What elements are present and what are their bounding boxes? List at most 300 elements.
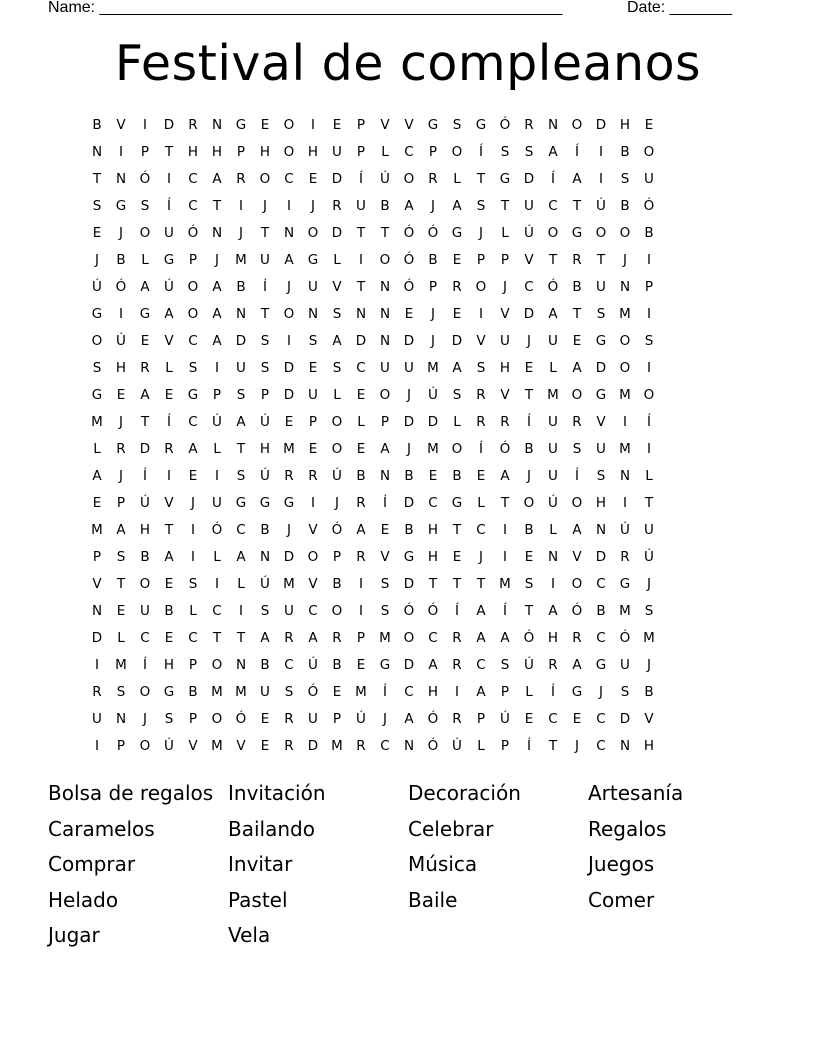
grid-letter: S (524, 143, 534, 160)
grid-letter: M (427, 359, 439, 376)
grid-letter: S (452, 116, 462, 133)
grid-letter: C (476, 521, 486, 538)
grid-letter: R (524, 116, 534, 133)
grid-row (85, 381, 733, 408)
grid-letter: M (235, 683, 247, 700)
grid-letter: L (237, 575, 245, 592)
grid-letter: Ó (403, 251, 415, 268)
grid-letter: O (139, 737, 151, 754)
grid-letter: Ú (524, 656, 534, 673)
grid-letter: Ó (571, 602, 583, 619)
grid-letter: O (379, 386, 391, 403)
grid-letter: Ó (427, 224, 439, 241)
grid-letter: V (500, 386, 510, 403)
grid-letter: U (212, 494, 222, 511)
grid-letter: B (236, 278, 246, 295)
grid-letter: H (139, 521, 151, 538)
grid-letter: G (571, 683, 583, 700)
grid-letter: U (548, 413, 558, 430)
word-list-item: Invitación (228, 781, 326, 805)
grid-letter: M (355, 683, 367, 700)
grid-letter: O (523, 494, 535, 511)
grid-letter: A (452, 197, 462, 214)
grid-letter: I (191, 521, 195, 538)
page-title: Festival de compleanos (114, 35, 702, 92)
grid-letter: L (525, 683, 533, 700)
grid-letter: J (383, 710, 387, 727)
grid-letter: S (500, 656, 510, 673)
date-field-label: Date: _______ (627, 0, 732, 16)
grid-letter: I (239, 602, 243, 619)
grid-letter: Ó (427, 710, 439, 727)
grid-letter: R (452, 278, 462, 295)
grid-letter: N (619, 278, 631, 295)
grid-letter: U (308, 386, 318, 403)
grid-letter: E (308, 440, 318, 457)
grid-letter: E (188, 467, 198, 484)
grid-letter: S (644, 332, 654, 349)
grid-letter: G (139, 305, 151, 322)
grid-letter: L (213, 548, 221, 565)
grid-row (85, 651, 733, 678)
grid-letter: U (308, 710, 318, 727)
grid-letter: I (215, 359, 219, 376)
grid-letter: R (164, 440, 174, 457)
grid-letter: P (140, 143, 150, 160)
grid-letter: A (212, 305, 222, 322)
grid-letter: R (452, 656, 462, 673)
grid-letter: D (139, 440, 151, 457)
grid-letter: Ú (644, 548, 654, 565)
grid-letter: A (572, 521, 582, 538)
grid-letter: Ó (211, 521, 223, 538)
grid-letter: D (307, 737, 319, 754)
word-list-item: Música (408, 852, 478, 877)
grid-letter: Ó (619, 629, 631, 646)
grid-letter: D (91, 629, 103, 646)
name-field-label: Name: ____________________________________________________ (48, 0, 563, 16)
grid-letter: I (167, 467, 171, 484)
grid-letter: E (92, 494, 102, 511)
grid-letter: C (212, 602, 222, 619)
grid-letter: T (236, 440, 246, 457)
grid-letter: J (407, 440, 411, 457)
grid-letter: N (547, 548, 559, 565)
grid-letter: J (623, 251, 627, 268)
grid-letter: D (355, 332, 367, 349)
grid-letter: L (549, 521, 557, 538)
word-search-grid (85, 111, 733, 759)
grid-letter: I (239, 197, 243, 214)
grid-letter: T (476, 575, 486, 592)
grid-letter: L (477, 494, 485, 511)
grid-letter: M (499, 575, 511, 592)
grid-letter: L (477, 737, 485, 754)
grid-letter: O (187, 305, 199, 322)
grid-letter: D (235, 332, 247, 349)
grid-row (85, 732, 733, 759)
grid-letter: S (332, 359, 342, 376)
grid-letter: B (164, 602, 174, 619)
grid-letter: B (596, 602, 606, 619)
grid-letter: Ú (428, 386, 438, 403)
grid-row (85, 597, 733, 624)
grid-letter: I (119, 143, 123, 160)
grid-letter: E (308, 359, 318, 376)
grid-letter: G (571, 224, 583, 241)
grid-letter: J (239, 224, 243, 241)
grid-letter: C (548, 710, 558, 727)
grid-letter: Ú (500, 710, 510, 727)
grid-letter: B (404, 521, 414, 538)
grid-letter: S (572, 440, 582, 457)
word-list-item: Pastel (228, 887, 288, 912)
grid-letter: O (259, 170, 271, 187)
grid-letter: V (476, 332, 486, 349)
grid-letter: V (332, 278, 342, 295)
grid-letter: G (259, 494, 271, 511)
grid-letter: L (357, 413, 365, 430)
grid-letter: O (211, 656, 223, 673)
grid-letter: E (116, 386, 126, 403)
grid-letter: T (476, 170, 486, 187)
grid-letter: I (503, 521, 507, 538)
grid-letter: J (575, 737, 579, 754)
grid-letter: N (619, 737, 631, 754)
grid-letter: J (479, 224, 483, 241)
grid-letter: M (619, 305, 631, 322)
grid-letter: P (332, 710, 342, 727)
grid-letter: Í (167, 197, 171, 214)
grid-letter: Ú (356, 710, 366, 727)
grid-letter: A (164, 305, 174, 322)
grid-letter: R (500, 413, 510, 430)
word-list-item: Regalos (588, 816, 667, 841)
grid-letter: M (427, 440, 439, 457)
grid-letter: Ú (332, 467, 342, 484)
grid-letter: O (571, 494, 583, 511)
grid-letter: D (451, 332, 463, 349)
grid-letter: O (403, 629, 415, 646)
grid-letter: G (475, 116, 487, 133)
grid-letter: A (548, 602, 558, 619)
grid-letter: L (93, 440, 101, 457)
grid-letter: U (644, 170, 654, 187)
grid-letter: I (167, 170, 171, 187)
grid-letter: V (524, 251, 534, 268)
grid-letter: I (359, 602, 363, 619)
grid-letter: O (91, 332, 103, 349)
grid-letter: R (572, 629, 582, 646)
grid-letter: E (452, 251, 462, 268)
grid-letter: I (647, 440, 651, 457)
grid-letter: E (356, 386, 366, 403)
grid-letter: P (188, 251, 198, 268)
grid-letter: V (404, 116, 414, 133)
grid-letter: O (283, 305, 295, 322)
grid-letter: U (548, 332, 558, 349)
grid-letter: J (119, 224, 123, 241)
grid-letter: U (500, 332, 510, 349)
grid-letter: E (524, 548, 534, 565)
grid-letter: E (308, 170, 318, 187)
grid-letter: C (596, 629, 606, 646)
grid-letter: T (548, 251, 558, 268)
grid-letter: Í (647, 413, 651, 430)
grid-letter: V (116, 116, 126, 133)
grid-letter: N (211, 224, 223, 241)
grid-letter: B (332, 575, 342, 592)
grid-letter: N (379, 305, 391, 322)
grid-letter: U (548, 440, 558, 457)
grid-letter: A (548, 143, 558, 160)
grid-letter: B (404, 467, 414, 484)
grid-row (85, 516, 733, 543)
grid-letter: D (403, 656, 415, 673)
word-list-item: Comer (588, 887, 655, 912)
grid-letter: D (595, 548, 607, 565)
grid-letter: E (164, 629, 174, 646)
grid-letter: E (332, 683, 342, 700)
grid-letter: A (260, 629, 270, 646)
grid-letter: L (381, 143, 389, 160)
grid-letter: A (572, 656, 582, 673)
grid-letter: G (595, 656, 607, 673)
grid-letter: J (527, 332, 531, 349)
grid-letter: A (380, 440, 390, 457)
grid-letter: R (356, 548, 366, 565)
grid-letter: M (91, 413, 103, 430)
grid-letter: J (119, 413, 123, 430)
grid-letter: N (619, 467, 631, 484)
grid-letter: C (476, 656, 486, 673)
grid-letter: V (308, 575, 318, 592)
grid-letter: A (332, 332, 342, 349)
grid-letter: R (116, 440, 126, 457)
grid-letter: T (236, 629, 246, 646)
grid-letter: R (452, 629, 462, 646)
grid-letter: C (188, 629, 198, 646)
grid-letter: O (331, 602, 343, 619)
grid-letter: Ó (139, 170, 151, 187)
grid-letter: Ó (403, 602, 415, 619)
grid-letter: B (380, 197, 390, 214)
grid-letter: A (356, 521, 366, 538)
grid-letter: T (428, 575, 438, 592)
grid-letter: P (188, 710, 198, 727)
grid-letter: I (647, 305, 651, 322)
grid-letter: C (428, 494, 438, 511)
grid-letter: N (379, 332, 391, 349)
grid-letter: G (235, 494, 247, 511)
grid-letter: A (92, 467, 102, 484)
grid-letter: L (141, 251, 149, 268)
grid-letter: A (188, 440, 198, 457)
grid-row (85, 354, 733, 381)
grid-row (85, 489, 733, 516)
grid-letter: I (215, 467, 219, 484)
word-list-item: Invitar (228, 852, 293, 877)
grid-letter: M (283, 440, 295, 457)
grid-letter: C (524, 278, 534, 295)
grid-letter: J (431, 332, 435, 349)
grid-letter: P (212, 386, 222, 403)
grid-letter: E (452, 305, 462, 322)
grid-letter: J (143, 710, 147, 727)
grid-letter: B (644, 224, 654, 241)
grid-letter: U (404, 359, 414, 376)
grid-letter: P (308, 413, 318, 430)
grid-letter: A (284, 251, 294, 268)
grid-letter: L (213, 440, 221, 457)
grid-letter: E (428, 467, 438, 484)
grid-letter: V (188, 737, 198, 754)
grid-letter: E (524, 710, 534, 727)
grid-letter: Í (359, 170, 363, 187)
grid-letter: R (572, 251, 582, 268)
grid-letter: S (116, 683, 126, 700)
grid-letter: M (331, 737, 343, 754)
grid-letter: S (92, 197, 102, 214)
grid-letter: S (524, 575, 534, 592)
grid-letter: O (403, 170, 415, 187)
grid-letter: A (236, 548, 246, 565)
grid-letter: S (260, 359, 270, 376)
grid-letter: C (548, 197, 558, 214)
grid-letter: T (164, 521, 174, 538)
grid-letter: T (92, 170, 102, 187)
grid-letter: M (115, 656, 127, 673)
grid-letter: C (308, 602, 318, 619)
grid-letter: Ó (499, 440, 511, 457)
grid-letter: J (311, 197, 315, 214)
grid-letter: O (619, 359, 631, 376)
grid-row (85, 246, 733, 273)
grid-letter: L (453, 170, 461, 187)
grid-letter: N (211, 116, 223, 133)
grid-letter: I (287, 332, 291, 349)
word-list-item: Caramelos (48, 816, 155, 841)
grid-letter: A (476, 602, 486, 619)
grid-letter: O (595, 224, 607, 241)
grid-letter: T (260, 305, 270, 322)
grid-letter: R (188, 116, 198, 133)
grid-letter: B (140, 548, 150, 565)
grid-letter: Ó (643, 197, 655, 214)
grid-letter: L (333, 386, 341, 403)
grid-letter: J (95, 251, 99, 268)
grid-letter: Ú (164, 278, 174, 295)
grid-letter: O (571, 386, 583, 403)
grid-letter: H (595, 494, 607, 511)
grid-letter: S (188, 359, 198, 376)
grid-letter: L (117, 629, 125, 646)
grid-letter: T (524, 602, 534, 619)
grid-letter: I (311, 116, 315, 133)
grid-letter: N (283, 224, 295, 241)
grid-letter: J (647, 575, 651, 592)
grid-letter: T (572, 305, 582, 322)
grid-letter: A (212, 278, 222, 295)
grid-letter: C (188, 170, 198, 187)
word-list (48, 776, 768, 954)
grid-letter: A (428, 656, 438, 673)
grid-letter: M (619, 386, 631, 403)
grid-letter: H (187, 143, 199, 160)
grid-letter: V (236, 737, 246, 754)
grid-letter: T (500, 197, 510, 214)
grid-letter: Ú (620, 521, 630, 538)
word-list-item: Vela (228, 923, 271, 948)
grid-letter: S (116, 548, 126, 565)
grid-letter: P (116, 737, 126, 754)
word-list-item: Juegos (588, 852, 655, 877)
grid-letter: Ó (115, 278, 127, 295)
grid-letter: S (164, 710, 174, 727)
grid-letter: H (163, 656, 175, 673)
word-list-item: Jugar (48, 923, 100, 948)
grid-letter: M (235, 251, 247, 268)
grid-letter: R (92, 683, 102, 700)
grid-letter: Í (263, 278, 267, 295)
grid-letter: I (359, 575, 363, 592)
grid-letter: M (91, 521, 103, 538)
grid-letter: B (92, 116, 102, 133)
grid-row (85, 300, 733, 327)
grid-letter: J (119, 467, 123, 484)
grid-letter: Ú (260, 575, 270, 592)
grid-letter: N (115, 710, 127, 727)
grid-letter: C (596, 737, 606, 754)
grid-letter: I (311, 494, 315, 511)
grid-letter: G (187, 386, 199, 403)
grid-letter: V (164, 332, 174, 349)
grid-letter: Ú (140, 494, 150, 511)
grid-letter: P (188, 656, 198, 673)
grid-letter: V (380, 548, 390, 565)
word-list-item: Comprar (48, 852, 136, 877)
grid-letter: S (500, 143, 510, 160)
grid-row (85, 570, 733, 597)
grid-letter: Í (383, 494, 387, 511)
grid-letter: R (284, 710, 294, 727)
grid-letter: P (332, 548, 342, 565)
grid-letter: O (547, 224, 559, 241)
grid-letter: O (307, 224, 319, 241)
grid-letter: S (236, 386, 246, 403)
grid-letter: H (259, 440, 271, 457)
grid-letter: L (165, 359, 173, 376)
grid-row (85, 678, 733, 705)
grid-letter: N (547, 116, 559, 133)
grid-letter: N (595, 521, 607, 538)
grid-letter: V (500, 305, 510, 322)
grid-letter: B (260, 521, 270, 538)
grid-letter: H (307, 143, 319, 160)
grid-letter: J (191, 494, 195, 511)
grid-letter: T (596, 251, 606, 268)
grid-letter: Ú (596, 197, 606, 214)
grid-letter: C (236, 521, 246, 538)
grid-letter: B (644, 683, 654, 700)
grid-letter: O (283, 116, 295, 133)
grid-row (85, 273, 733, 300)
grid-row (85, 624, 733, 651)
grid-letter: T (380, 224, 390, 241)
grid-letter: D (403, 575, 415, 592)
grid-letter: N (403, 737, 415, 754)
grid-letter: G (403, 548, 415, 565)
